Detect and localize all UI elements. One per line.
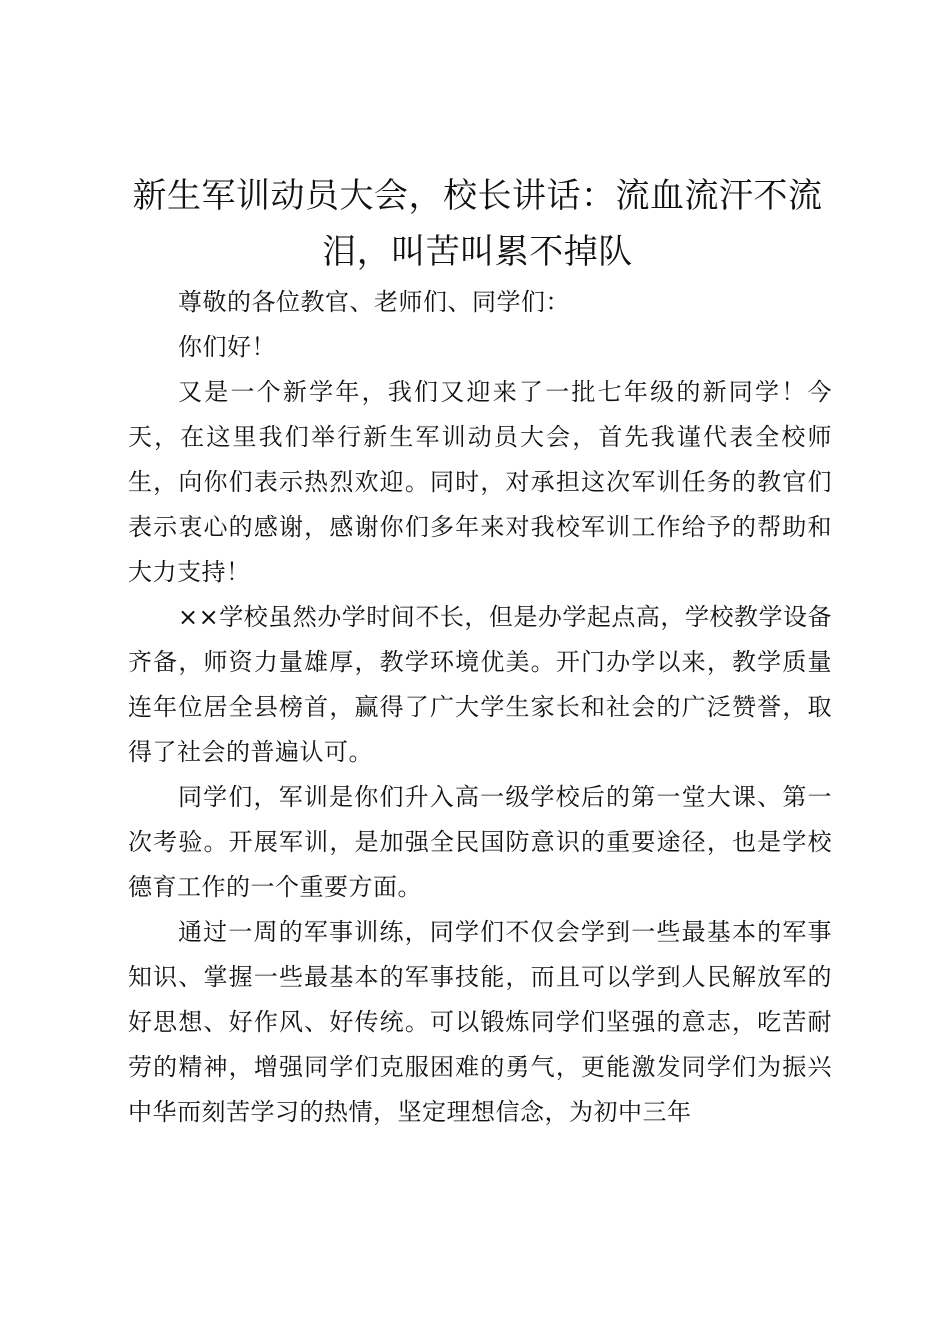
document-title: 新生军训动员大会，校长讲话：流血流汗不流泪，叫苦叫累不掉队 — [132, 176, 823, 272]
greeting: 你们好！ — [178, 333, 276, 361]
paragraph-military-training: 同学们，军训是你们升入高一级学校后的第一堂大课、第一次考验。开展军训，是加强全民国防意识的重要途径，也是学校德育工作的一个重要方面。 — [128, 783, 832, 901]
paragraph-training-benefits: 通过一周的军事训练，同学们不仅会学到一些最基本的军事知识、掌握一些最基本的军事技能，而且可以学到人民解放军的好思想、好作风、好传统。可以锻炼同学们坚强的意志，吃苦耐劳的精神，增强同学们克服困难的勇气，更能激发同学们为振兴中华而刻苦学习的热情，坚定理想信念，为初中三年 — [128, 918, 832, 1126]
salutation: 尊敬的各位教官、老师们、同学们： — [178, 288, 570, 316]
paragraph-welcome: 又是一个新学年，我们又迎来了一批七年级的新同学！今天，在这里我们举行新生军训动员大会，首先我谨代表全校师生，向你们表示热烈欢迎。同时，对承担这次军训任务的教官们表示衷心的感谢，感谢你们多年来对我校军训工作给予的帮助和大力支持！ — [128, 378, 832, 586]
paragraph-school-intro: ××学校虽然办学时间不长，但是办学起点高，学校教学设备齐备，师资力量雄厚，教学环境优美。开门办学以来，教学质量连年位居全县榜首，赢得了广大学生家长和社会的广泛赞誉，取得了社会的普遍认可。 — [128, 603, 832, 766]
document-body — [128, 280, 832, 1135]
